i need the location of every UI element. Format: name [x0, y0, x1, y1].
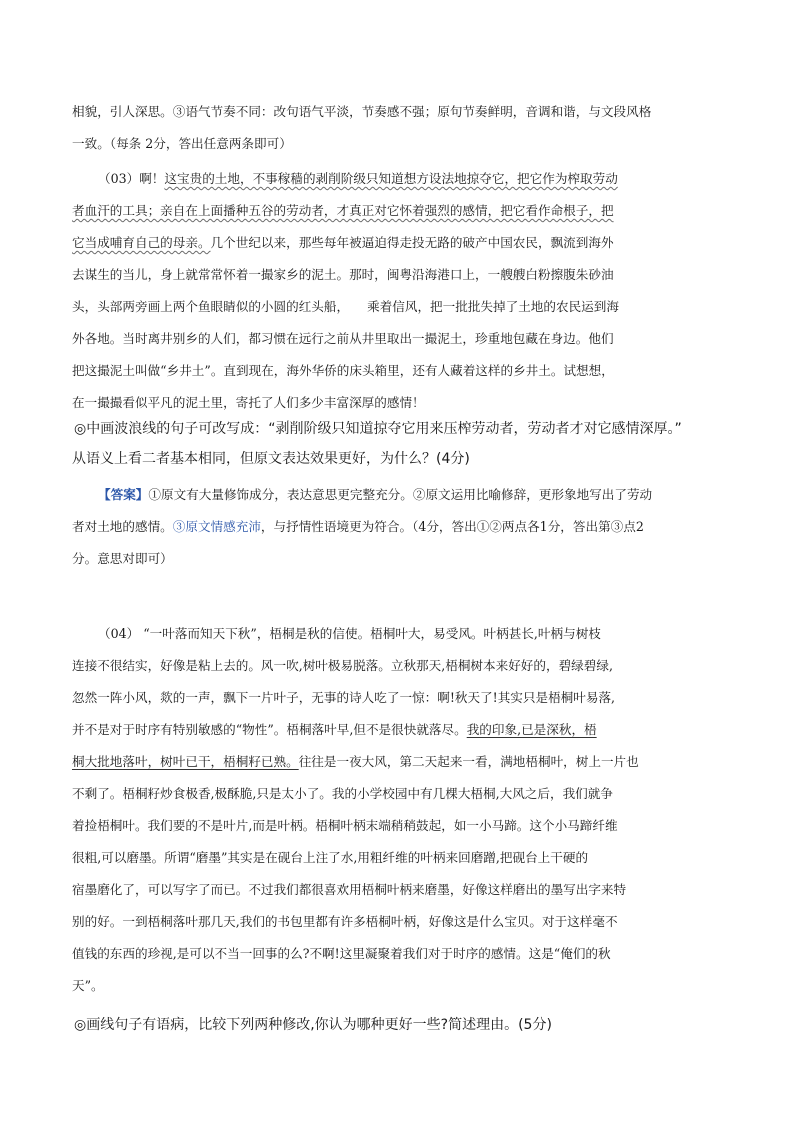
wavy-underlined-sentence: 这宝贵的土地，不事稼穑的剥削阶级只知道想方设法地掠夺它，把它作为榨取劳动 — [164, 171, 618, 186]
text-line: 很粗,可以磨墨。所谓“磨墨”其实是在砚台上注了水,用粗纤维的叶柄来回磨蹭,把砚台上干硬的 — [72, 850, 589, 865]
text-line: 忽然一阵小风，欻的一声，飘下一片叶子，无事的诗人吃了一惊：啊!秋天了!其实只是梧桐叶易落, — [72, 690, 616, 705]
text-line — [72, 195, 732, 227]
question-line: 从语义上看二者基本相同，但原文表达效果更好，为什么？(4分) — [72, 451, 470, 467]
question-line: ◎画线句子有语病，比较下列两种修改,你认为哪种更好一些?简述理由。(5分) — [74, 1017, 552, 1033]
question-03 — [72, 414, 732, 474]
text-line: （03）啊！这宝贵的土地，不事稼穑的剥削阶级只知道想方设法地掠夺它，把它作为榨取劳动 — [98, 171, 618, 186]
answer-continuation — [72, 96, 732, 160]
underlined-sentence: 桐大批地落叶，树叶已干，梧桐籽已熟。 — [72, 754, 299, 769]
wavy-underlined-sentence: 它当成哺育自己的母亲。 — [72, 235, 211, 250]
answer-03 — [72, 479, 732, 575]
highlighted-point: ③原文情感充沛 — [172, 519, 261, 534]
wavy-underlined-sentence: 者血汗的工具；亲自在上面播种五谷的劳动者，才真正对它怀着强烈的感情，把它看作命根子，把 — [72, 203, 614, 218]
text-line: 者对土地的感情。③原文情感充沛，与抒情性语境更为符合。（4分，答出①②两点各1分，答出第③点2 — [72, 519, 644, 534]
question-line: ◎中画波浪线的句子可改写成：“剥削阶级只知道掠夺它用来压榨劳动者，劳动者才对它感情深厚。” — [74, 421, 682, 437]
text-line: 分。意思对即可） — [72, 551, 173, 566]
text-line: 不剩了。梧桐籽炒食极香,极酥脆,只是太小了。我的小学校园中有几棵大梧桐,大风之后，我们就争 — [72, 786, 613, 801]
text-line: 头，头部两旁画上两个鱼眼睛似的小圆的红头船， 乘着信风，把一批批失掉了土地的农民运到海 — [72, 299, 619, 314]
text-line: 去谋生的当儿，身上就常常怀着一撮家乡的泥土。那时，闽粤沿海港口上，一艘艘白粉擦腹朱砂油 — [72, 267, 614, 282]
text-line: 桐大批地落叶，树叶已干，梧桐籽已熟。往往是一夜大风，第二天起来一看，满地梧桐叶，树上一片也 — [72, 754, 639, 769]
passage-04 — [72, 618, 732, 1002]
text-line: 一致。（每条 2分，答出任意两条即可） — [72, 136, 292, 151]
answer-label: 【答案】 — [98, 487, 149, 502]
text-line: 宿墨磨化了，可以写字了而已。不过我们都很喜欢用梧桐叶柄来磨墨，好像这样磨出的墨写出字来特 — [72, 882, 627, 897]
text-line: （04） “一叶落而知天下秋”，梧桐是秋的信使。梧桐叶大，易受风。叶柄甚长,叶柄与树枝 — [98, 626, 601, 641]
text-line: 【答案】①原文有大量修饰成分，表达意思更完整充分。②原文运用比喻修辞，更形象地写出了劳动 — [98, 487, 653, 502]
text-line: 值钱的东西的珍视,是可以不当一回事的么?不啊!这里凝聚着我们对于时序的感情。这是“俺们的秋 — [72, 946, 611, 961]
text-line: 把这撮泥土叫做“乡井土”。直到现在，海外华侨的床头箱里，还有人藏着这样的乡井土。试想想， — [72, 363, 614, 378]
question-04 — [72, 1010, 732, 1040]
passage-03 — [72, 163, 732, 419]
text-line: 相貌，引人深思。③语气节奏不同：改句语气平淡，节奏感不强；原句节奏鲜明，音调和谐，与文段风格 — [72, 104, 652, 119]
text-line: 连接不很结实，好像是粘上去的。风一吹,树叶极易脱落。立秋那天,梧桐树本来好好的，碧绿碧绿, — [72, 658, 613, 673]
text-line: 着捡梧桐叶。我们要的不是叶片,而是叶柄。梧桐叶柄末端稍稍鼓起，如一小马蹄。这个小马蹄纤维 — [72, 818, 618, 833]
underlined-sentence: 我的印象,已是深秋，梧 — [466, 722, 597, 737]
text-line: 别的好。一到梧桐落叶那几天,我们的书包里都有许多梧桐叶柄，好像这是什么宝贝。对于这样毫不 — [72, 914, 618, 929]
text-line: 天”。 — [72, 978, 104, 993]
text-line: 它当成哺育自己的母亲。几个世纪以来，那些每年被逼迫得走投无路的破产中国农民，飘流到海外 — [72, 235, 614, 250]
text-line: 外各地。当时离井别乡的人们，都习惯在远行之前从井里取出一撮泥土，珍重地包藏在身边。他们 — [72, 331, 614, 346]
text-line: 在一撮撮看似平凡的泥土里，寄托了人们多少丰富深厚的感情！ — [72, 395, 425, 410]
text-line: 并不是对于时序有特别敏感的“物性”。梧桐落叶早,但不是很快就落尽。我的印象,已是深秋，梧 — [72, 722, 597, 737]
